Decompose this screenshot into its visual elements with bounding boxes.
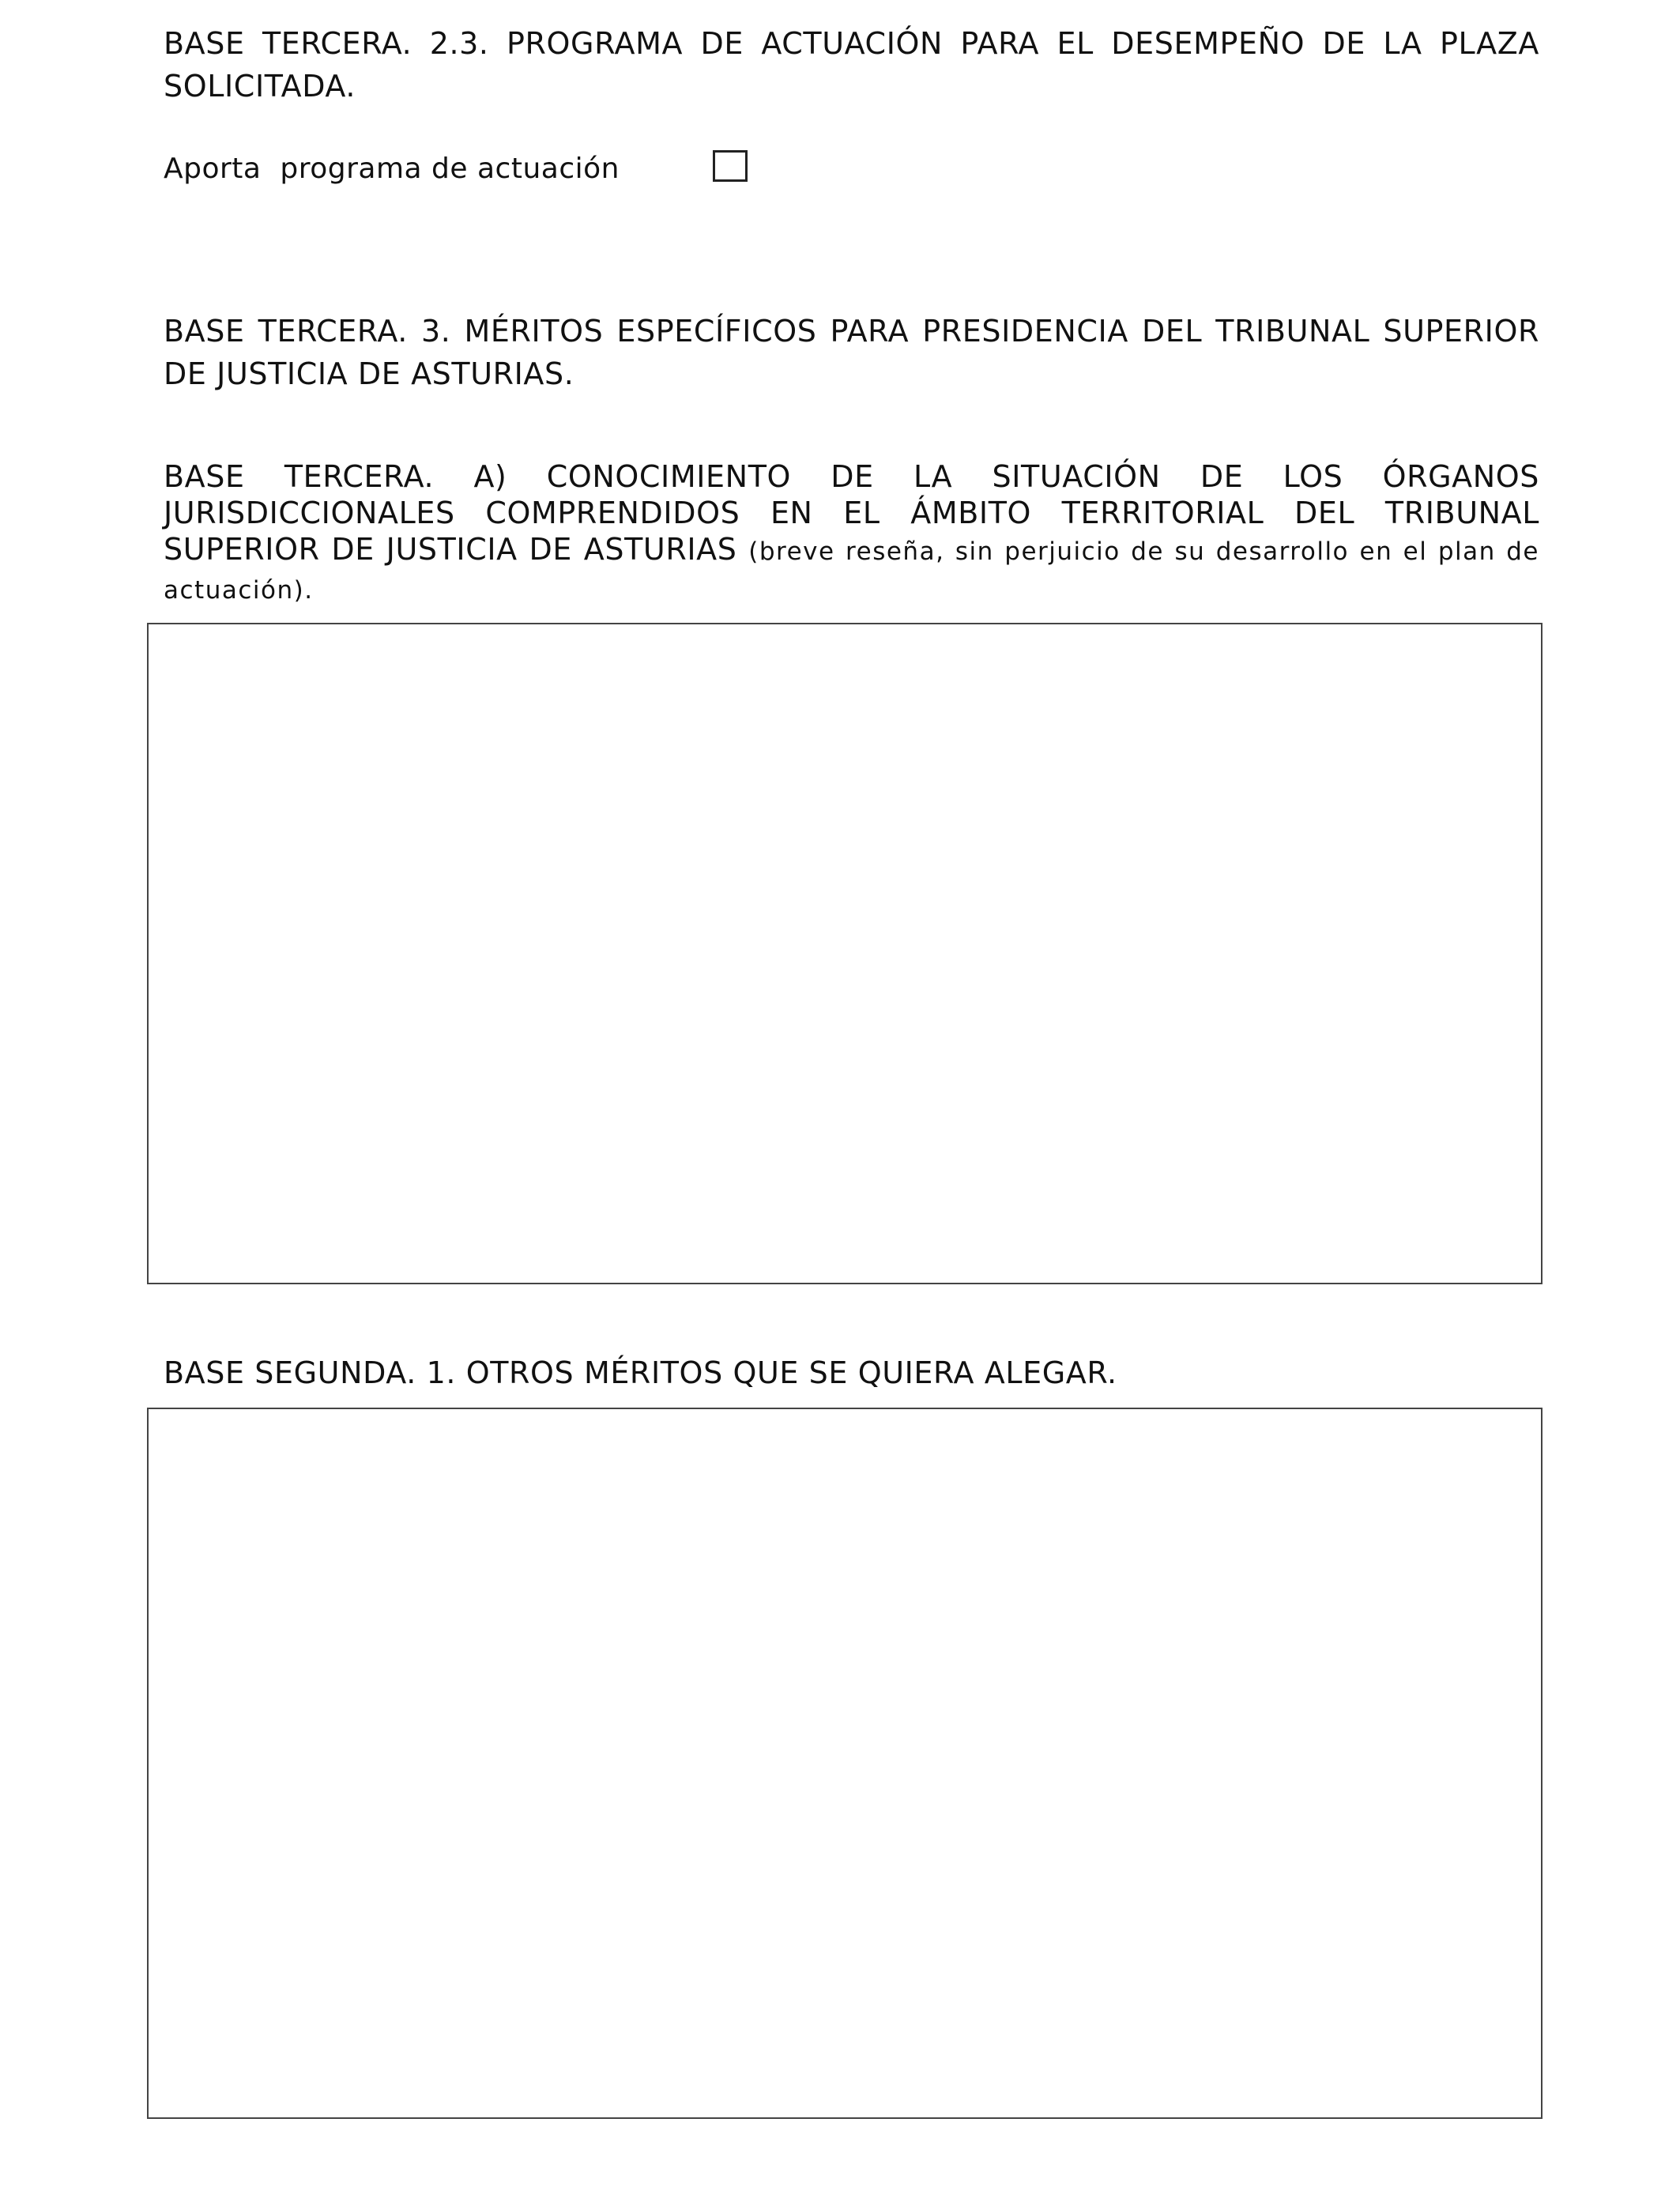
otros-meritos-heading: BASE SEGUNDA. 1. OTROS MÉRITOS QUE SE QUIERA ALEGAR. — [164, 1355, 1117, 1390]
meritos-especificos-heading: BASE TERCERA. 3. MÉRITOS ESPECÍFICOS PARA PRESIDENCIA DEL TRIBUNAL SUPERIOR DE JUSTICIA DE ASTURIAS. — [164, 314, 1539, 391]
programa-checkbox-row — [164, 147, 875, 191]
conocimiento-answer-box[interactable] — [147, 623, 1543, 1284]
conocimiento-note: (breve reseña, sin perjuicio de su desarrollo en el plan de actuación). — [164, 537, 1539, 605]
programa-checkbox[interactable] — [713, 150, 748, 182]
otros-meritos-answer-box[interactable] — [147, 1408, 1543, 2119]
conocimiento-heading-block — [164, 458, 1539, 609]
programa-checkbox-label: Aporta programa de actuación — [164, 153, 620, 185]
conocimiento-heading: BASE TERCERA. A) CONOCIMIENTO DE LA SITUACIÓN DE LOS ÓRGANOS JURISDICCIONALES COMPRENDIDOS EN EL ÁMBITO TERRITORIAL DEL TRIBUNAL SUPERIOR DE JUSTICIA DE ASTURIAS — [164, 459, 1539, 567]
programa-heading: BASE TERCERA. 2.3. PROGRAMA DE ACTUACIÓN PARA EL DESEMPEÑO DE LA PLAZA SOLICITADA. — [164, 26, 1539, 104]
